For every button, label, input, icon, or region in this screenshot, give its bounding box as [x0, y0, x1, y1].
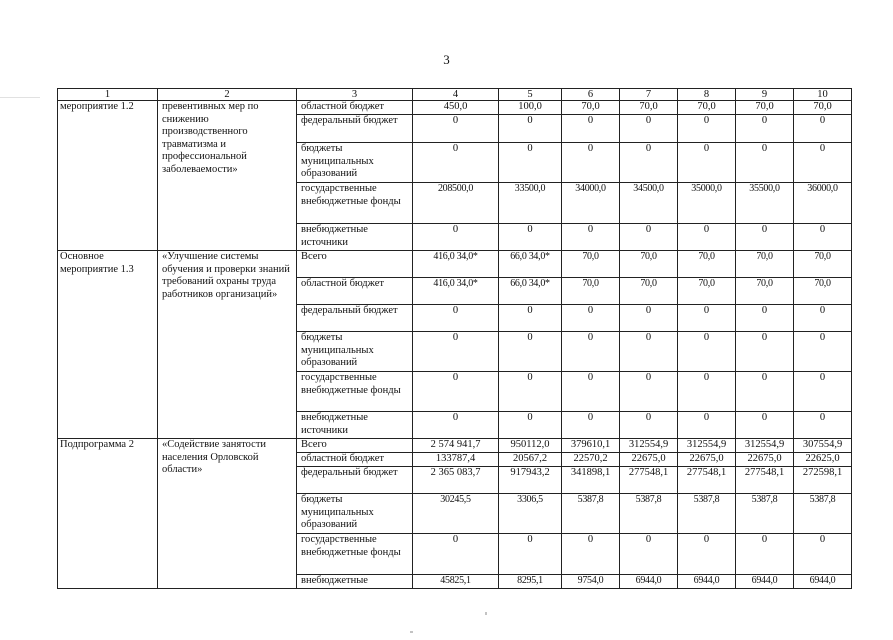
value-cell: 0	[678, 115, 736, 143]
value-cell: 0	[413, 115, 499, 143]
program-title: превентивных мер по снижению производственного травматизма и профессиональной заболеваемости»	[158, 101, 297, 251]
value-cell: 0	[562, 224, 620, 251]
value-cell: 307554,9	[794, 439, 852, 453]
header-cell: 2	[158, 89, 297, 101]
budget-table	[57, 88, 852, 589]
source-label: государственные внебюджетные фонды	[297, 534, 413, 575]
value-cell: 0	[413, 332, 499, 372]
value-cell: 0	[499, 412, 562, 439]
header-cell: 7	[620, 89, 678, 101]
value-cell: 0	[736, 115, 794, 143]
value-cell: 0	[794, 412, 852, 439]
value-cell: 0	[413, 534, 499, 575]
value-cell: 277548,1	[736, 467, 794, 494]
value-cell: 0	[413, 372, 499, 412]
value-cell: 35500,0	[736, 183, 794, 224]
table-row	[58, 251, 852, 278]
value-cell: 70,0	[794, 278, 852, 305]
value-cell: 5387,8	[794, 494, 852, 534]
value-cell: 0	[794, 143, 852, 183]
value-cell: 35000,0	[678, 183, 736, 224]
value-cell: 917943,2	[499, 467, 562, 494]
value-cell: 70,0	[678, 251, 736, 278]
header-cell: 3	[297, 89, 413, 101]
table-row	[58, 101, 852, 115]
header-cell: 9	[736, 89, 794, 101]
value-cell: 5387,8	[678, 494, 736, 534]
value-cell: 70,0	[562, 278, 620, 305]
value-cell: 70,0	[794, 251, 852, 278]
value-cell: 0	[794, 332, 852, 372]
source-label: бюджеты муниципальных образований	[297, 494, 413, 534]
value-cell: 45825,1	[413, 575, 499, 589]
value-cell: 100,0	[499, 101, 562, 115]
program-code: Подпрограмма 2	[58, 439, 158, 589]
value-cell: 950112,0	[499, 439, 562, 453]
value-cell: 0	[736, 305, 794, 332]
value-cell: 0	[413, 305, 499, 332]
value-cell: 2 365 083,7	[413, 467, 499, 494]
value-cell: 341898,1	[562, 467, 620, 494]
value-cell: 0	[499, 534, 562, 575]
program-title: «Улучшение системы обучения и проверки знаний требований охраны труда работников организаций»	[158, 251, 297, 439]
value-cell: 22675,0	[678, 453, 736, 467]
header-row	[58, 89, 852, 101]
value-cell: 0	[562, 534, 620, 575]
source-label: внебюджетные источники	[297, 224, 413, 251]
value-cell: 0	[562, 115, 620, 143]
header-cell: 10	[794, 89, 852, 101]
source-label: Всего	[297, 251, 413, 278]
value-cell: 2 574 941,7	[413, 439, 499, 453]
program-code: мероприятие 1.2	[58, 101, 158, 251]
value-cell: 33500,0	[499, 183, 562, 224]
value-cell: 277548,1	[678, 467, 736, 494]
value-cell: 0	[736, 143, 794, 183]
value-cell: 36000,0	[794, 183, 852, 224]
value-cell: 0	[736, 412, 794, 439]
value-cell: 416,0 34,0*	[413, 278, 499, 305]
value-cell: 70,0	[794, 101, 852, 115]
value-cell: 0	[620, 143, 678, 183]
value-cell: 208500,0	[413, 183, 499, 224]
value-cell: 3306,5	[499, 494, 562, 534]
value-cell: 416,0 34,0*	[413, 251, 499, 278]
value-cell: 22625,0	[794, 453, 852, 467]
value-cell: 6944,0	[736, 575, 794, 589]
value-cell: 0	[499, 332, 562, 372]
page-number: 3	[443, 52, 450, 67]
value-cell: 0	[499, 143, 562, 183]
scan-mark	[410, 631, 413, 633]
value-cell: 70,0	[620, 278, 678, 305]
value-cell: 0	[413, 412, 499, 439]
value-cell: 0	[678, 412, 736, 439]
value-cell: 0	[562, 332, 620, 372]
value-cell: 70,0	[620, 101, 678, 115]
value-cell: 0	[736, 224, 794, 251]
value-cell: 0	[499, 372, 562, 412]
value-cell: 66,0 34,0*	[499, 251, 562, 278]
value-cell: 0	[620, 372, 678, 412]
value-cell: 0	[678, 224, 736, 251]
value-cell: 277548,1	[620, 467, 678, 494]
source-label: государственные внебюджетные фонды	[297, 372, 413, 412]
value-cell: 312554,9	[678, 439, 736, 453]
value-cell: 0	[794, 372, 852, 412]
source-label: государственные внебюджетные фонды	[297, 183, 413, 224]
value-cell: 0	[562, 143, 620, 183]
program-title: «Содействие занятости населения Орловской области»	[158, 439, 297, 589]
value-cell: 0	[678, 332, 736, 372]
value-cell: 70,0	[562, 251, 620, 278]
value-cell: 0	[413, 143, 499, 183]
value-cell: 0	[794, 305, 852, 332]
value-cell: 133787,4	[413, 453, 499, 467]
value-cell: 0	[620, 534, 678, 575]
value-cell: 5387,8	[562, 494, 620, 534]
source-label: областной бюджет	[297, 453, 413, 467]
source-label: федеральный бюджет	[297, 115, 413, 143]
source-label: внебюджетные	[297, 575, 413, 589]
value-cell: 0	[736, 372, 794, 412]
source-label: бюджеты муниципальных образований	[297, 332, 413, 372]
header-cell: 5	[499, 89, 562, 101]
source-label: федеральный бюджет	[297, 305, 413, 332]
value-cell: 66,0 34,0*	[499, 278, 562, 305]
value-cell: 272598,1	[794, 467, 852, 494]
value-cell: 70,0	[736, 251, 794, 278]
source-label: Всего	[297, 439, 413, 453]
source-label: бюджеты муниципальных образований	[297, 143, 413, 183]
value-cell: 379610,1	[562, 439, 620, 453]
value-cell: 22675,0	[736, 453, 794, 467]
value-cell: 70,0	[736, 101, 794, 115]
value-cell: 0	[678, 534, 736, 575]
source-label: областной бюджет	[297, 278, 413, 305]
value-cell: 0	[620, 305, 678, 332]
value-cell: 450,0	[413, 101, 499, 115]
value-cell: 34500,0	[620, 183, 678, 224]
header-cell: 1	[58, 89, 158, 101]
value-cell: 0	[620, 412, 678, 439]
value-cell: 70,0	[562, 101, 620, 115]
scan-mark	[0, 97, 40, 98]
value-cell: 6944,0	[678, 575, 736, 589]
value-cell: 0	[736, 332, 794, 372]
value-cell: 70,0	[678, 278, 736, 305]
value-cell: 6944,0	[620, 575, 678, 589]
value-cell: 8295,1	[499, 575, 562, 589]
scan-mark	[485, 612, 487, 615]
value-cell: 0	[794, 224, 852, 251]
table-row	[58, 439, 852, 453]
value-cell: 0	[562, 412, 620, 439]
value-cell: 0	[620, 332, 678, 372]
value-cell: 30245,5	[413, 494, 499, 534]
value-cell: 0	[562, 372, 620, 412]
value-cell: 0	[499, 224, 562, 251]
value-cell: 0	[678, 372, 736, 412]
value-cell: 34000,0	[562, 183, 620, 224]
header-cell: 6	[562, 89, 620, 101]
value-cell: 312554,9	[620, 439, 678, 453]
value-cell: 0	[736, 534, 794, 575]
value-cell: 0	[620, 115, 678, 143]
header-cell: 4	[413, 89, 499, 101]
value-cell: 0	[562, 305, 620, 332]
value-cell: 0	[499, 115, 562, 143]
value-cell: 0	[413, 224, 499, 251]
value-cell: 70,0	[620, 251, 678, 278]
value-cell: 22570,2	[562, 453, 620, 467]
value-cell: 22675,0	[620, 453, 678, 467]
source-label: областной бюджет	[297, 101, 413, 115]
value-cell: 0	[678, 305, 736, 332]
value-cell: 0	[794, 115, 852, 143]
source-label: внебюджетные источники	[297, 412, 413, 439]
value-cell: 5387,8	[620, 494, 678, 534]
value-cell: 5387,8	[736, 494, 794, 534]
value-cell: 6944,0	[794, 575, 852, 589]
value-cell: 70,0	[678, 101, 736, 115]
value-cell: 20567,2	[499, 453, 562, 467]
value-cell: 0	[499, 305, 562, 332]
value-cell: 312554,9	[736, 439, 794, 453]
value-cell: 9754,0	[562, 575, 620, 589]
value-cell: 0	[678, 143, 736, 183]
value-cell: 0	[794, 534, 852, 575]
header-cell: 8	[678, 89, 736, 101]
source-label: федеральный бюджет	[297, 467, 413, 494]
program-code: Основное мероприятие 1.3	[58, 251, 158, 439]
value-cell: 70,0	[736, 278, 794, 305]
value-cell: 0	[620, 224, 678, 251]
